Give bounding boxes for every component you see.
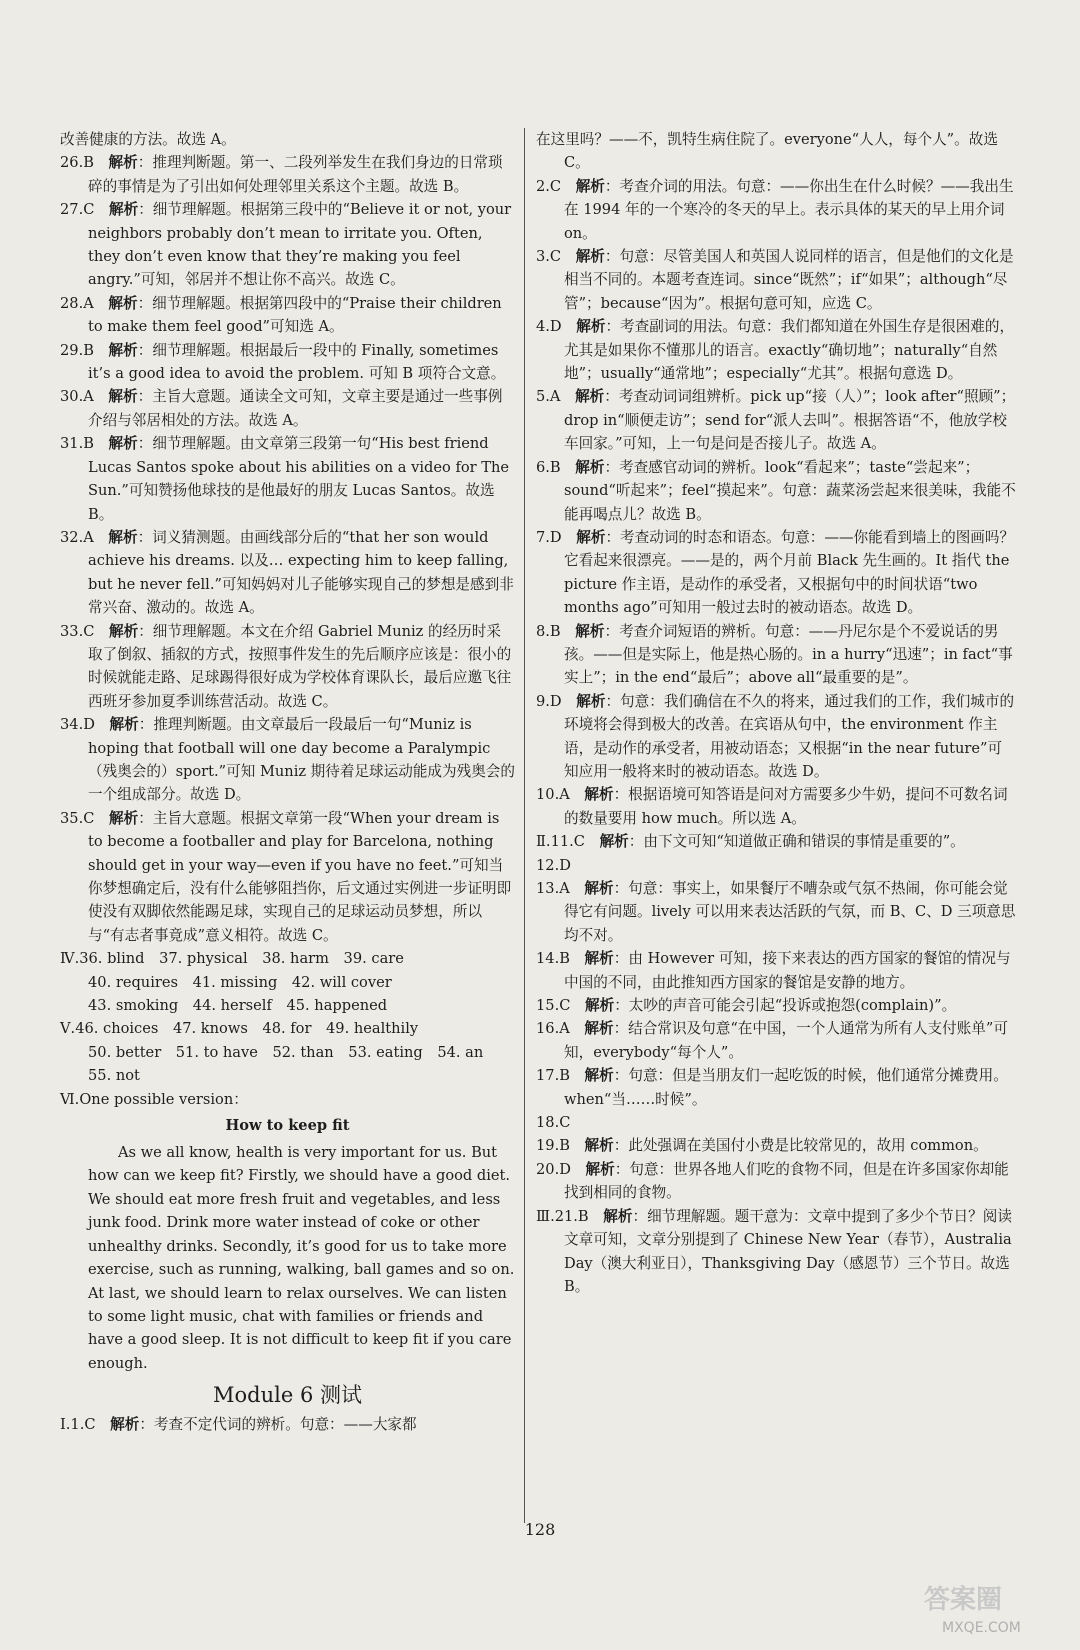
analysis-tag: 解析: [576, 692, 606, 710]
answer-item: [536, 526, 1016, 620]
answer-number: 16.A: [536, 1020, 570, 1038]
analysis-tag: 解析: [109, 201, 139, 219]
analysis-tag: 解析: [575, 248, 605, 266]
analysis-tag: 解析: [584, 786, 614, 804]
answer-number: 12.D: [536, 856, 571, 874]
analysis-tag: 解析: [585, 997, 615, 1015]
essay-title: How to keep fit: [225, 1117, 350, 1135]
answer-number: 34.D: [60, 716, 95, 734]
section-iii: [536, 1205, 1016, 1299]
answer-number: 4.D: [536, 318, 562, 336]
answer-number: 14.B: [536, 950, 570, 968]
answer-number: 1.C: [70, 1416, 96, 1434]
analysis-text: ：主旨大意题。通读全文可知，文章主要是通过一些事例介绍与邻居相处的方法。故选 A。: [88, 388, 503, 429]
analysis-tag: 解析: [576, 528, 606, 546]
answer-number: 9.D: [536, 692, 562, 710]
section-iii-label: Ⅲ.: [536, 1207, 555, 1225]
column-divider: [524, 128, 525, 1523]
analysis-tag: 解析: [584, 1020, 614, 1038]
analysis-tag: 解析: [109, 622, 139, 640]
answer-item: [60, 198, 515, 292]
analysis-tag: 解析: [108, 341, 138, 359]
answer-number: 30.A: [60, 388, 94, 406]
left-column: [60, 128, 515, 1437]
section-vi: [60, 1088, 515, 1111]
left-answer-list: [60, 151, 515, 947]
analysis-text: ：词义猜测题。由画线部分后的“that her son would achieve his dreams. 以及… expecting him to keep falling, but he never fell.”可知妈妈对儿子能够实现自己的梦想是感到非常兴奋、激动的。故选 A。: [88, 528, 514, 617]
answer-number: 20.D: [536, 1160, 571, 1178]
right-answer-list: [536, 175, 1016, 830]
answer-item: [60, 526, 515, 620]
section-ii: [536, 830, 1016, 1205]
section-v-answers: 50. better 51. to have 52. than 53. eating 54. an: [88, 1043, 484, 1061]
answer-item: [60, 807, 515, 947]
answer-item: [536, 1134, 1016, 1157]
analysis-tag: 解析: [576, 318, 606, 336]
answer-number: 27.C: [60, 201, 95, 219]
answer-item: [536, 620, 1016, 690]
analysis-tag: 解析: [108, 435, 138, 453]
answer-number: 28.A: [60, 294, 94, 312]
answer-number: 18.C: [536, 1114, 571, 1132]
analysis-text: ：考查副词的用法。句意：我们都知道在外国生存是很困难的，尤其是如果你不懂那儿的语言。exactly“确切地”；naturally“自然地”；usually“通常地”；especially“尤其”。根据句意选 D。: [564, 318, 1015, 383]
analysis-text: ：此处强调在美国付小费是比较常见的，故用 common。: [613, 1137, 988, 1155]
answer-item: [536, 830, 1016, 853]
answer-number: 32.A: [60, 528, 94, 546]
analysis-tag: 解析: [109, 809, 139, 827]
answer-item: [60, 385, 515, 432]
section-iv-answers: 36. blind 37. physical 38. harm 39. care: [79, 950, 404, 968]
analysis-text: ：考查动词的时态和语态。句意：——你能看到墙上的图画吗？它看起来很漂亮。——是的，两个月前 Black 先生画的。It 指代 the picture 作主语，是动作的承受者，又根据句中的时间状语“two months ago”可知用一般过去时的被动语态。故选 D。: [564, 528, 1015, 617]
analysis-tag: 解析: [108, 154, 138, 172]
analysis-text: ：推理判断题。由文章最后一段最后一句“Muniz is hoping that football will one day become a Paralympic（残奥会的）sport.”可知 Muniz 期待着足球运动能成为残奥会的一个组成部分。故选 D。: [88, 716, 515, 804]
analysis-tag: 解析: [585, 1160, 615, 1178]
section-iv-label: Ⅳ.: [60, 950, 80, 968]
analysis-text: ：句意：我们确信在不久的将来，通过我们的工作，我们城市的环境将会得到极大的改善。在宾语从句中，the environment 作主语，是动作的承受者，用被动语态；又根据“in the near future”可知应用一般将来时的被动语态。故选 D。: [564, 692, 1015, 780]
section-v-answers: 46. choices 47. knows 48. for 49. healthily: [75, 1020, 419, 1038]
analysis-text: ：结合常识及句意“在中国，一个人通常为所有人支付账单”可知，everybody“每个人”。: [564, 1020, 1008, 1061]
answer-number: 10.A: [536, 786, 570, 804]
right-column: [536, 128, 1016, 1298]
analysis-text: ：考查不定代词的辨析。句意：——大家都: [139, 1416, 417, 1434]
analysis-text: ：考查介词的用法。句意：——你出生在什么时候？——我出生在 1994 年的一个寒冷的冬天的早上。表示具体的某天的早上用介词 on。: [564, 177, 1014, 242]
section-v-row: [60, 1017, 515, 1040]
module-first-item: [60, 1413, 515, 1436]
answer-item: [60, 713, 515, 807]
answer-number: 26.B: [60, 154, 94, 172]
answer-number: 3.C: [536, 248, 562, 266]
answer-item: [60, 292, 515, 339]
analysis-text: ：细节理解题。根据第三段中的“Believe it or not, your neighbors probably don’t mean to irritate you. Often, they don’t even know that they’re making you feel angry.”可知，邻居并不想让你不高兴。故选 C。: [88, 201, 512, 289]
answer-item: [60, 151, 515, 198]
analysis-text: ：根据语境可知答语是问对方需要多少牛奶，提问不可数名词的数量要用 how much。所以选 A。: [564, 786, 1008, 827]
section-iv-row: [60, 947, 515, 970]
analysis-tag: 解析: [584, 880, 614, 897]
answer-item: [536, 1064, 1016, 1111]
section-i-label: Ⅰ.: [60, 1416, 71, 1434]
section-v-answers: 55. not: [88, 1067, 140, 1085]
watermark-text: 答案圈: [924, 1585, 1003, 1615]
section-iv-answers: 40. requires 41. missing 42. will cover: [88, 973, 392, 991]
analysis-tag: 解析: [108, 388, 138, 406]
answer-number: 19.B: [536, 1137, 570, 1155]
analysis-text: ：细节理解题。题干意为：文章中提到了多少个节日？阅读文章可知，文章分别提到了 Chinese New Year（春节），Australia Day（澳大利亚日），Thanksgiving Day（感恩节）三个节日。故选 B。: [564, 1207, 1012, 1295]
answer-number: 29.B: [60, 341, 94, 359]
analysis-text: ：细节理解题。由文章第三段第一句“His best friend Lucas Santos spoke about his abilities on a video for The Sun.”可知赞扬他球技的是他最好的朋友 Lucas Santos。故选 B。: [88, 435, 510, 523]
right-intro: 在这里吗？——不，凯特生病住院了。everyone“人人，每个人”。故选 C。: [536, 131, 998, 172]
answer-number: 2.C: [536, 177, 562, 195]
section-iv-answers: 43. smoking 44. herself 45. happened: [88, 997, 388, 1015]
analysis-tag: 解析: [108, 528, 138, 546]
analysis-text: ：句意：尽管美国人和英国人说同样的语言，但是他们的文化是相当不同的。本题考查连词。since“既然”；if“如果”；although“尽管”；because“因为”。根据句意可知，应选 C。: [564, 248, 1014, 312]
watermark-url: MXQE.COM: [942, 1620, 1021, 1636]
answer-number: 11.C: [550, 833, 585, 851]
answer-number: 7.D: [536, 528, 562, 546]
analysis-text: ：考查介词短语的辨析。句意：——丹尼尔是个不爱说话的男孩。——但是实际上，他是热心肠的。in a hurry“迅速”；in fact“事实上”；in the end“最后”；above all“最重要的是”。: [564, 622, 1013, 687]
section-vi-row: [60, 1088, 515, 1111]
answer-item: [536, 175, 1016, 245]
page-number: 128: [524, 1520, 556, 1539]
analysis-tag: 解析: [575, 458, 605, 476]
section-v: [60, 1017, 515, 1087]
answer-item: [536, 690, 1016, 784]
analysis-text: ：考查动词词组辨析。pick up“接（人）”；look after“照顾”；drop in“顺便走访”；send for“派人去叫”。根据答语“不，他放学校车回家。”可知，上一句是问是否接儿子。故选 A。: [564, 388, 1016, 453]
analysis-text: ：句意：事实上，如果餐厅不嘈杂或气氛不热闹，你可能会觉得它有问题。lively 可以用来表达活跃的气氛，而 B、C、D 三项意思均不对。: [564, 880, 1016, 944]
analysis-text: ：句意：世界各地人们吃的食物不同，但是在许多国家你却能找到相同的食物。: [564, 1160, 1009, 1202]
section-v-label: Ⅴ.: [60, 1020, 76, 1038]
analysis-text: ：句意：但是当朋友们一起吃饭的时候，他们通常分摊费用。when“当……时候”。: [564, 1067, 1008, 1108]
answer-number: 6.B: [536, 458, 561, 476]
answer-item: [536, 994, 1016, 1017]
answer-number: 17.B: [536, 1067, 570, 1085]
essay-body: As we all know, health is very important for us. But how can we keep fit? Firstly, we should have a good diet. We should eat more fresh fruit and vegetables, and less junk food. Drink more water instead of coke or other unhealthy drinks. Secondly, it’s good for us to take more exercise, such as running, walking, ball games and so on. At last, we should learn to relax ourselves. We can listen to some light music, chat with families or friends and have a good sleep. It is not difficult to keep fit if you care enough.: [88, 1144, 515, 1372]
analysis-tag: 解析: [575, 622, 605, 640]
watermark-logo: [902, 1576, 1062, 1640]
answer-item: [536, 456, 1016, 526]
answer-item: [536, 1111, 1016, 1134]
answer-item: [60, 432, 515, 526]
answer-item: [536, 854, 1016, 877]
answer-item: [536, 245, 1016, 315]
answer-item: [536, 1158, 1016, 1205]
section-vi-intro: One possible version：: [79, 1090, 248, 1108]
left-intro: 改善健康的方法。故选 A。: [60, 131, 236, 148]
analysis-tag: 解析: [575, 177, 605, 195]
section-vi-label: Ⅵ.: [60, 1090, 80, 1108]
answer-item: [60, 339, 515, 386]
module-title: Module 6 测试: [213, 1383, 362, 1408]
answer-item: [60, 620, 515, 714]
answer-item: [536, 315, 1016, 385]
analysis-tag: 解析: [110, 1416, 140, 1434]
analysis-text: ：考查感官动词的辨析。look“看起来”；taste“尝起来”；sound“听起来”；feel“摸起来”。句意：蔬菜汤尝起来很美味，我能不能再喝点儿？故选 B。: [564, 458, 1016, 523]
analysis-text: ：细节理解题。根据最后一段中的 Finally, sometimes it’s a good idea to avoid the problem. 可知 B 项符合文意。: [88, 341, 506, 383]
answer-item: [536, 877, 1016, 947]
analysis-tag: 解析: [109, 716, 139, 734]
answer-number: 35.C: [60, 809, 95, 827]
analysis-text: ：由 However 可知，接下来表达的西方国家的餐馆的情况与中国的不同，由此推知西方国家的餐馆是安静的地方。: [564, 950, 1011, 991]
section-label: Ⅱ.: [536, 833, 551, 851]
analysis-tag: 解析: [603, 1207, 633, 1225]
answer-number: 13.A: [536, 880, 570, 897]
answer-number: 8.B: [536, 622, 561, 640]
analysis-text: ：主旨大意题。根据文章第一段“When your dream is to become a footballer and play for Barcelona, nothing should get in your way—even if you have no feet.”可知当你梦想确定后，没有什么能够阻挡你，后文通过实例进一步证明即使没有双脚依然能踢足球，实现自己的足球运动员梦想，所以与“有志者事竟成”意义相符。故选 C。: [88, 809, 512, 944]
analysis-text: ：细节理解题。本文在介绍 Gabriel Muniz 的经历时采取了倒叙、插叙的方式，按照事件发生的先后顺序应该是：很小的时候就能走路、足球踢得很好成为学校体育课队长，最后应邀飞往西班牙参加夏季训练营活动。故选 C。: [88, 622, 512, 710]
answer-number: 21.B: [554, 1207, 589, 1225]
analysis-text: ：太吵的声音可能会引起“投诉或抱怨(complain)”。: [614, 997, 957, 1015]
answer-number: 5.A: [536, 388, 561, 406]
analysis-tag: 解析: [108, 294, 138, 312]
section-iv: [60, 947, 515, 1017]
answer-number: 31.B: [60, 435, 94, 453]
analysis-text: ：细节理解题。根据第四段中的“Praise their children to make them feel good”可知选 A。: [88, 294, 502, 336]
analysis-tag: 解析: [584, 1137, 614, 1155]
answer-item: [536, 947, 1016, 994]
analysis-tag: 解析: [584, 950, 614, 968]
analysis-text: ：由下文可知“知道做正确和错误的事情是重要的”。: [628, 833, 965, 851]
answer-number: 33.C: [60, 622, 95, 640]
analysis-text: ：推理判断题。第一、二段列举发生在我们身边的日常琐碎的事情是为了引出如何处理邻里关系这个主题。故选 B。: [88, 154, 503, 195]
answer-item: [536, 385, 1016, 455]
answer-number: 15.C: [536, 997, 571, 1015]
answer-item: [536, 783, 1016, 830]
answer-item: [536, 1017, 1016, 1064]
analysis-tag: 解析: [584, 1067, 614, 1085]
analysis-tag: 解析: [575, 388, 605, 406]
analysis-tag: 解析: [599, 833, 629, 851]
